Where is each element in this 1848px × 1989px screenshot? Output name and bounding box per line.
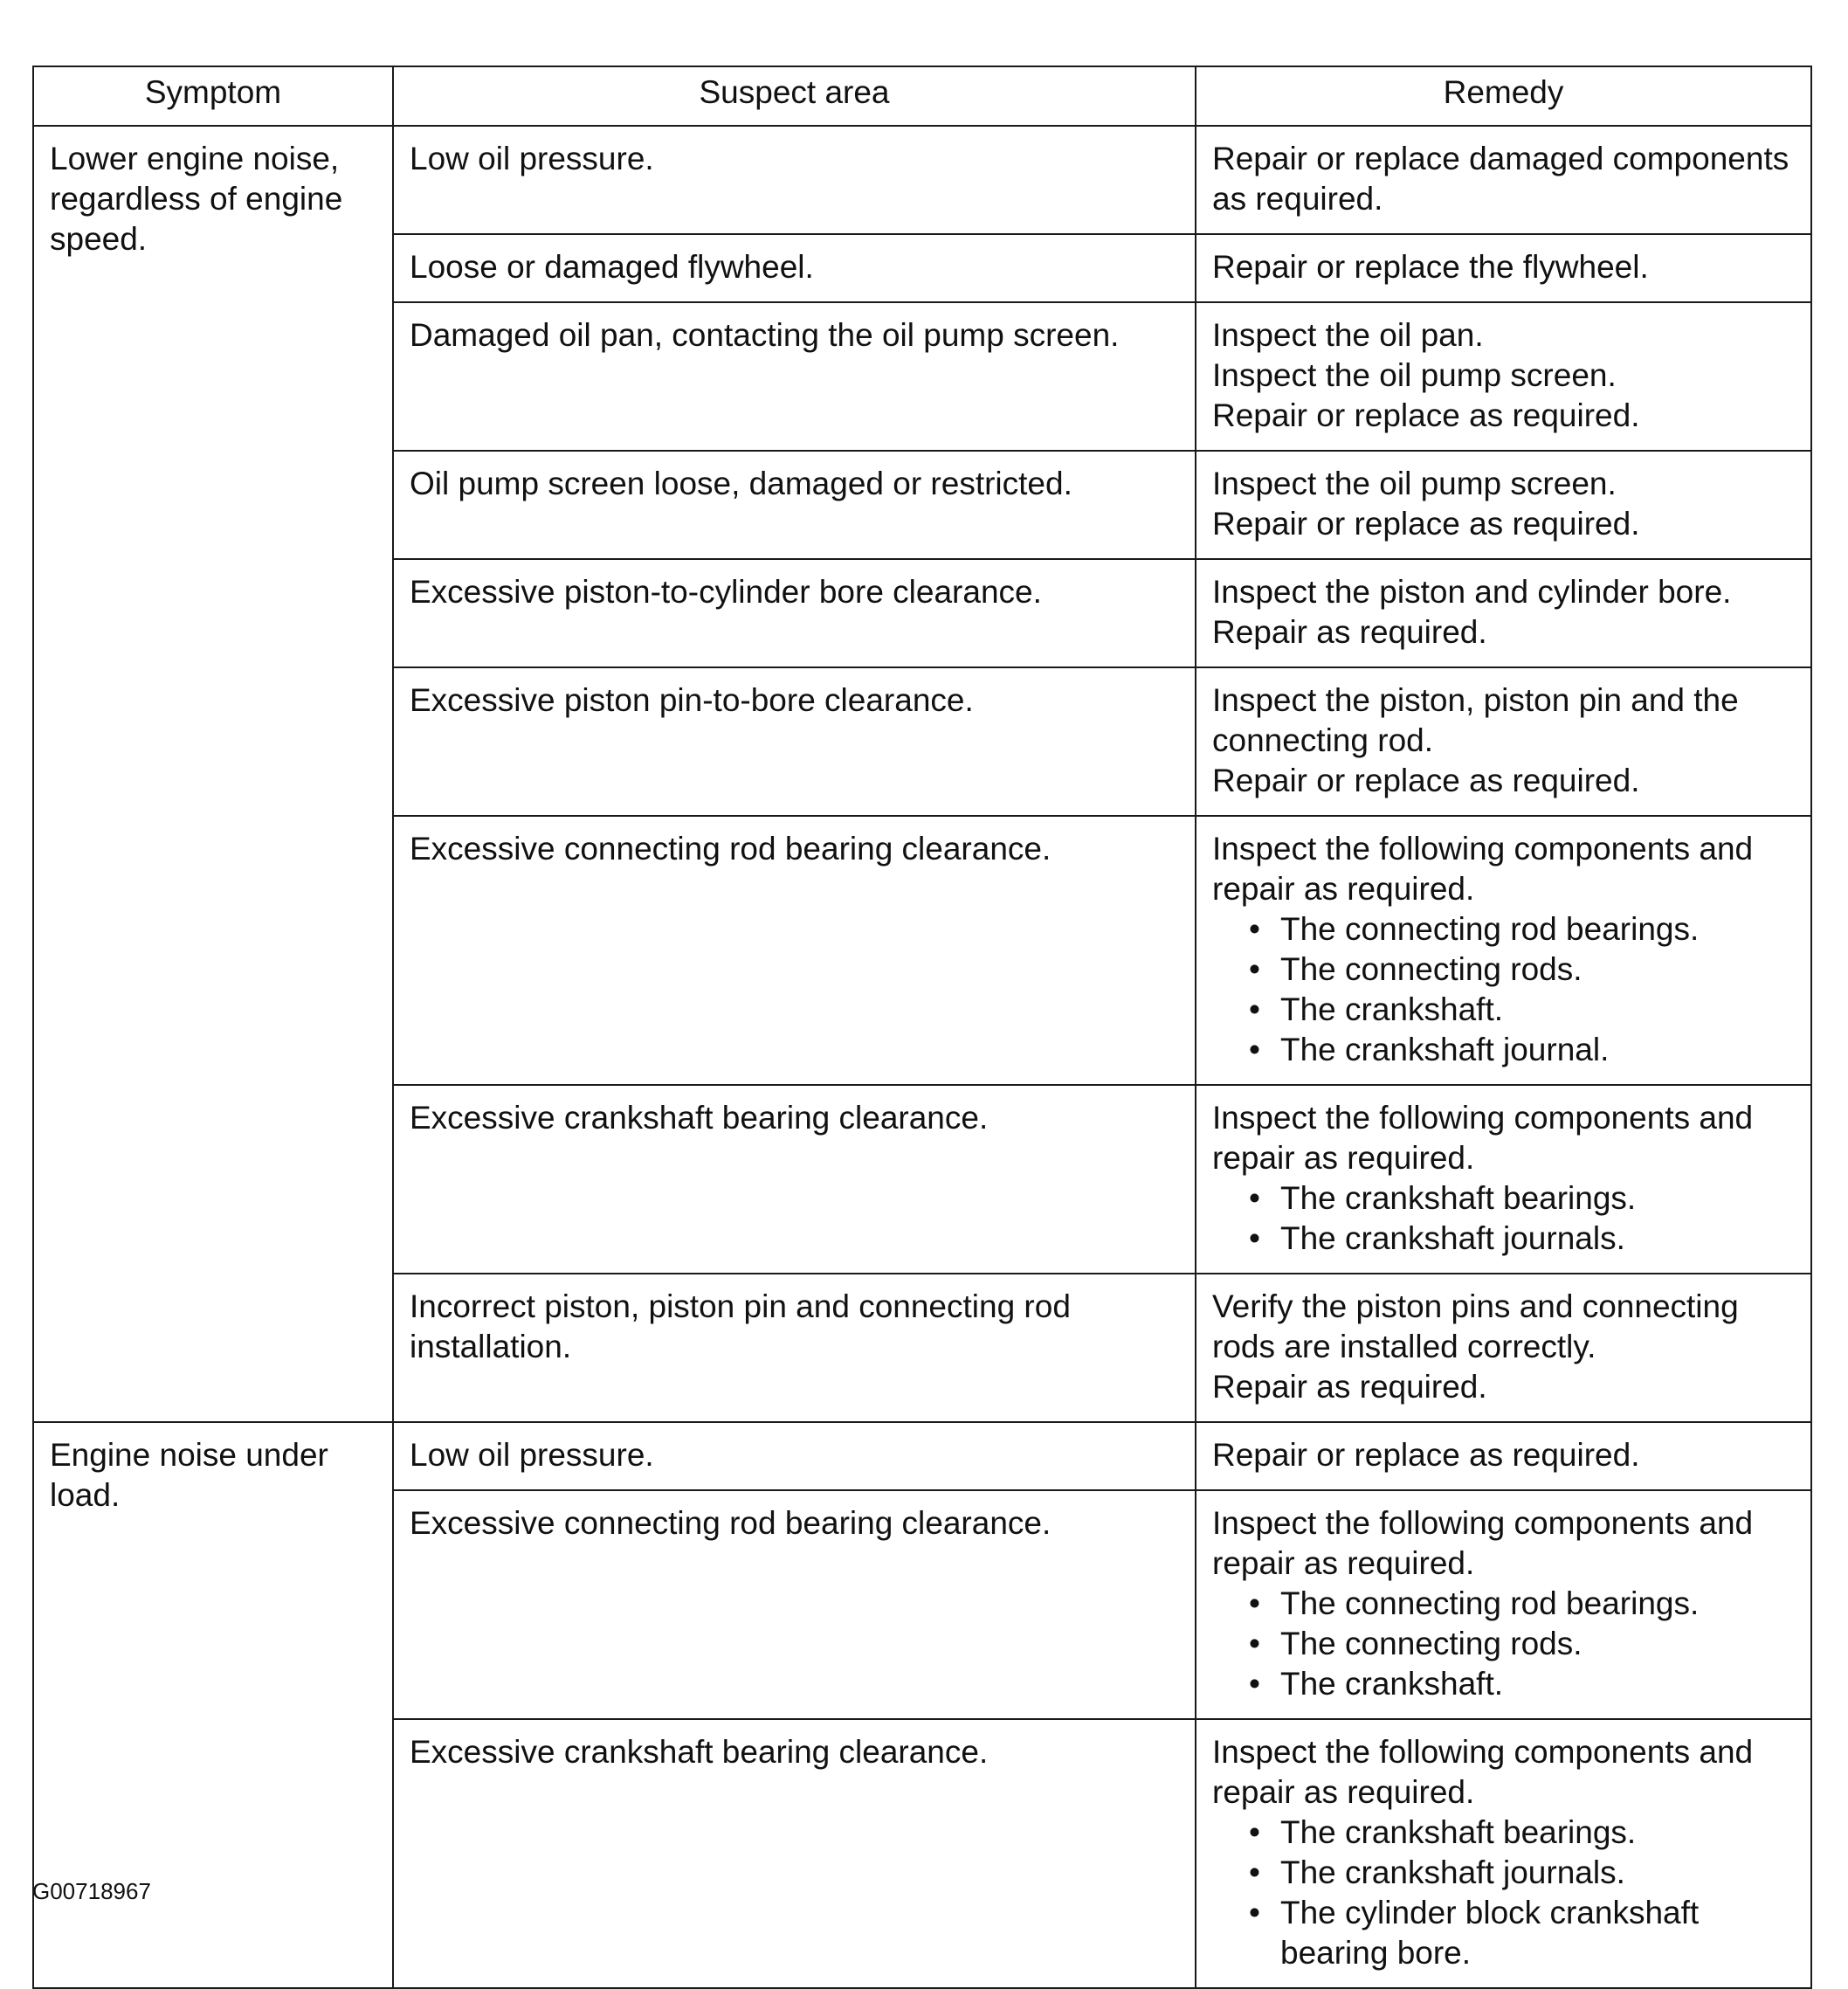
suspect-area-cell: Excessive connecting rod bearing clearance.: [393, 1490, 1196, 1719]
suspect-area-cell: Excessive crankshaft bearing clearance.: [393, 1085, 1196, 1274]
symptom-cell: Engine noise under load.: [33, 1422, 393, 1988]
remedy-cell: [1196, 302, 1811, 451]
diagnosis-table: [32, 66, 1812, 1989]
remedy-text: Repair or replace damaged components as required.: [1212, 141, 1789, 217]
remedy-bullet-item: • The cylinder block crankshaft bearing bore.: [1249, 1893, 1795, 1973]
remedy-text: Inspect the following components and repair as required.: [1212, 1505, 1754, 1581]
remedy-bullet-item: • The crankshaft.: [1249, 1664, 1795, 1704]
table-header: [33, 66, 1811, 126]
suspect-area-cell: Oil pump screen loose, damaged or restricted.: [393, 451, 1196, 559]
remedy-cell: [1196, 451, 1811, 559]
suspect-area-cell: Damaged oil pan, contacting the oil pump screen.: [393, 302, 1196, 451]
remedy-bullet-list: [1212, 909, 1795, 1070]
symptom-cell: Lower engine noise, regardless of engine speed.: [33, 126, 393, 1422]
remedy-cell: [1196, 126, 1811, 234]
remedy-bullet-item: • The connecting rods.: [1249, 950, 1795, 990]
remedy-cell: [1196, 559, 1811, 667]
remedy-bullet-list: [1212, 1178, 1795, 1259]
remedy-bullet-item: • The crankshaft journals.: [1249, 1853, 1795, 1893]
remedy-text: Repair or replace as required.: [1212, 763, 1640, 798]
remedy-text: Inspect the following components and repair as required.: [1212, 1100, 1754, 1176]
remedy-text: Inspect the following components and repair as required.: [1212, 1734, 1754, 1810]
remedy-cell: [1196, 1274, 1811, 1422]
table-body: [33, 126, 1811, 1988]
remedy-text: Repair as required.: [1212, 614, 1487, 650]
table-row: [33, 126, 1811, 234]
remedy-text: Inspect the oil pump screen.: [1212, 466, 1617, 501]
remedy-bullet-list: [1212, 1584, 1795, 1704]
table-row: [33, 1422, 1811, 1490]
suspect-area-cell: Excessive crankshaft bearing clearance.: [393, 1719, 1196, 1988]
remedy-text: Repair or replace as required.: [1212, 397, 1640, 433]
suspect-area-cell: Low oil pressure.: [393, 1422, 1196, 1490]
remedy-bullet-item: • The connecting rods.: [1249, 1624, 1795, 1664]
header-row: [33, 66, 1811, 126]
suspect-area-cell: Excessive piston pin-to-bore clearance.: [393, 667, 1196, 816]
suspect-area-cell: Incorrect piston, piston pin and connecting rod installation.: [393, 1274, 1196, 1422]
remedy-bullet-list: [1212, 1813, 1795, 1973]
remedy-bullet-item: • The crankshaft bearings.: [1249, 1813, 1795, 1853]
suspect-area-cell: Low oil pressure.: [393, 126, 1196, 234]
remedy-text: Inspect the oil pan.: [1212, 317, 1484, 353]
remedy-cell: [1196, 816, 1811, 1085]
header-suspect-area: Suspect area: [393, 66, 1196, 126]
remedy-text: Repair or replace as required.: [1212, 506, 1640, 542]
remedy-cell: [1196, 1490, 1811, 1719]
remedy-cell: [1196, 1422, 1811, 1490]
header-remedy: Remedy: [1196, 66, 1811, 126]
remedy-text: Verify the piston pins and connecting rods are installed correctly.: [1212, 1288, 1739, 1364]
remedy-bullet-item: • The connecting rod bearings.: [1249, 1584, 1795, 1624]
remedy-cell: [1196, 667, 1811, 816]
suspect-area-cell: Excessive piston-to-cylinder bore clearance.: [393, 559, 1196, 667]
remedy-bullet-item: • The crankshaft.: [1249, 990, 1795, 1030]
remedy-text: Inspect the following components and repair as required.: [1212, 831, 1754, 907]
remedy-bullet-item: • The connecting rod bearings.: [1249, 909, 1795, 950]
remedy-cell: [1196, 1719, 1811, 1988]
suspect-area-cell: Excessive connecting rod bearing clearance.: [393, 816, 1196, 1085]
remedy-bullet-item: • The crankshaft journal.: [1249, 1030, 1795, 1070]
remedy-text: Repair or replace as required.: [1212, 1437, 1640, 1473]
remedy-text: Repair as required.: [1212, 1369, 1487, 1405]
suspect-area-cell: Loose or damaged flywheel.: [393, 234, 1196, 302]
figure-id: G00718967: [32, 1878, 151, 1904]
remedy-text: Repair or replace the flywheel.: [1212, 249, 1649, 285]
remedy-bullet-item: • The crankshaft bearings.: [1249, 1178, 1795, 1219]
remedy-cell: [1196, 1085, 1811, 1274]
remedy-bullet-item: • The crankshaft journals.: [1249, 1219, 1795, 1259]
remedy-text: Inspect the oil pump screen.: [1212, 357, 1617, 393]
remedy-text: Inspect the piston and cylinder bore.: [1212, 574, 1732, 610]
remedy-cell: [1196, 234, 1811, 302]
header-symptom: Symptom: [33, 66, 393, 126]
remedy-text: Inspect the piston, piston pin and the connecting rod.: [1212, 682, 1739, 758]
